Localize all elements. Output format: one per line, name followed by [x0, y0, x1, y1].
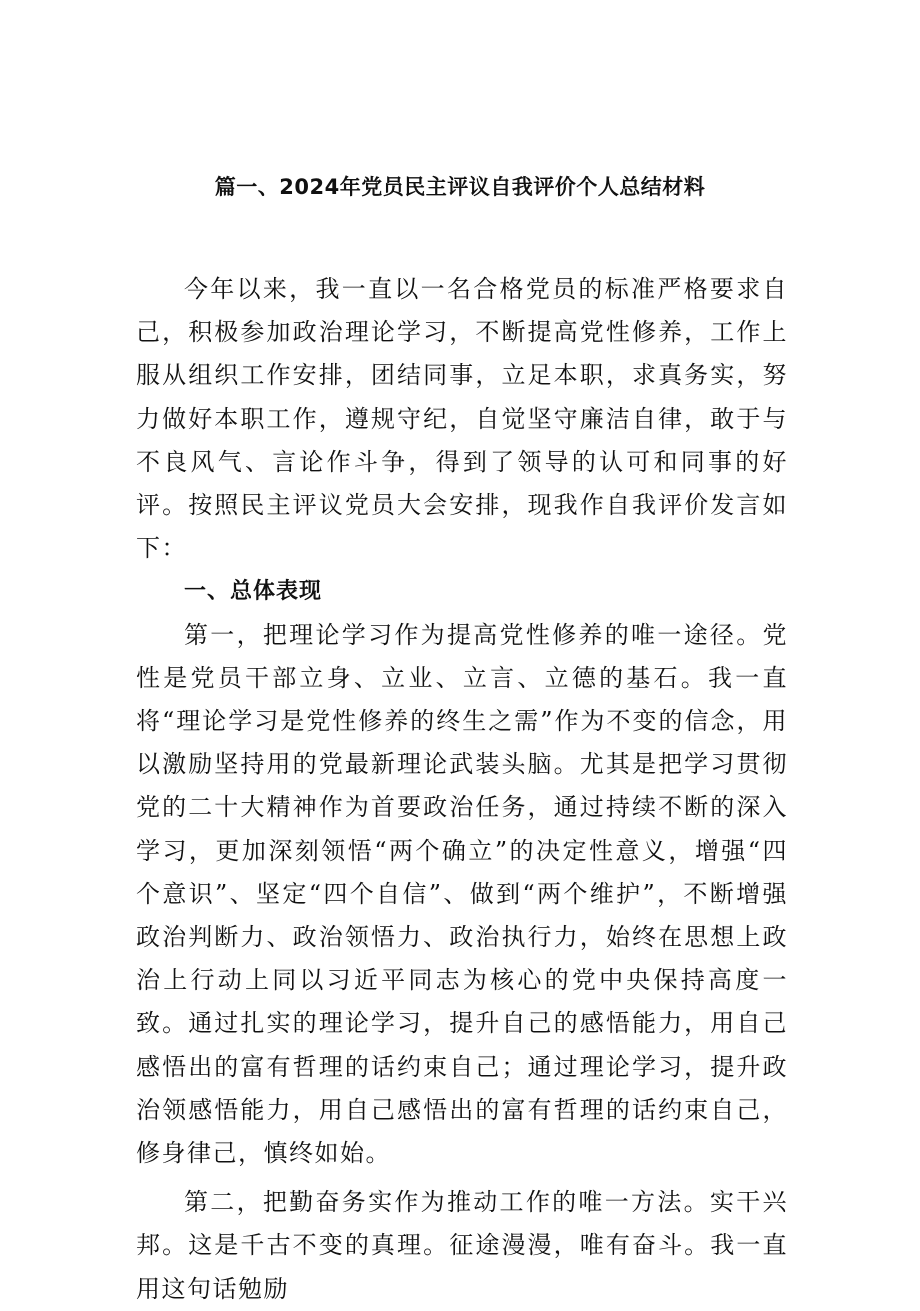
body-paragraph-1: 第一，把理论学习作为提高党性修养的唯一途径。党性是党员干部立身、立业、立言、立德的基石。我一直将“理论学习是党性修养的终生之需”作为不变的信念，用以激励坚持用的党最新理论武装头脑。尤其是把学习贯彻党的二十大精神作为首要政治任务，通过持续不断的深入学习，更加深刻领悟“两个确立”的决定性意义，增强“四个意识”、坚定“四个自信”、做到“两个维护”，不断增强政治判断力、政治领悟力、政治执行力，始终在思想上政治上行动上同以习近平同志为核心的党中央保持高度一致。通过扎实的理论学习，提升自己的感悟能力，用自己感悟出的富有哲理的话约束自己；通过理论学习，提升政治领感悟能力，用自己感悟出的富有哲理的话约束自己，修身律己，慎终如始。	[136, 620, 788, 1168]
intro-paragraph: 今年以来，我一直以一名合格党员的标准严格要求自己，积极参加政治理论学习，不断提高党性修养，工作上服从组织工作安排，团结同事，立足本职，求真务实，努力做好本职工作，遵规守纪，自觉坚守廉洁自律，敢于与不良风气、言论作斗争，得到了领导的认可和同事的好评。按照民主评议党员大会安排，现我作自我评价发言如下：	[136, 275, 788, 563]
document-title: 篇一、2024年党员民主评议自我评价个人总结材料	[214, 175, 706, 199]
document-body	[136, 268, 788, 1311]
body-paragraph-2: 第二，把勤奋务实作为推动工作的唯一方法。实干兴邦。这是千古不变的真理。征途漫漫，唯有奋斗。我一直用这句话勉励	[136, 1188, 788, 1303]
section-heading: 一、总体表现	[184, 579, 323, 605]
